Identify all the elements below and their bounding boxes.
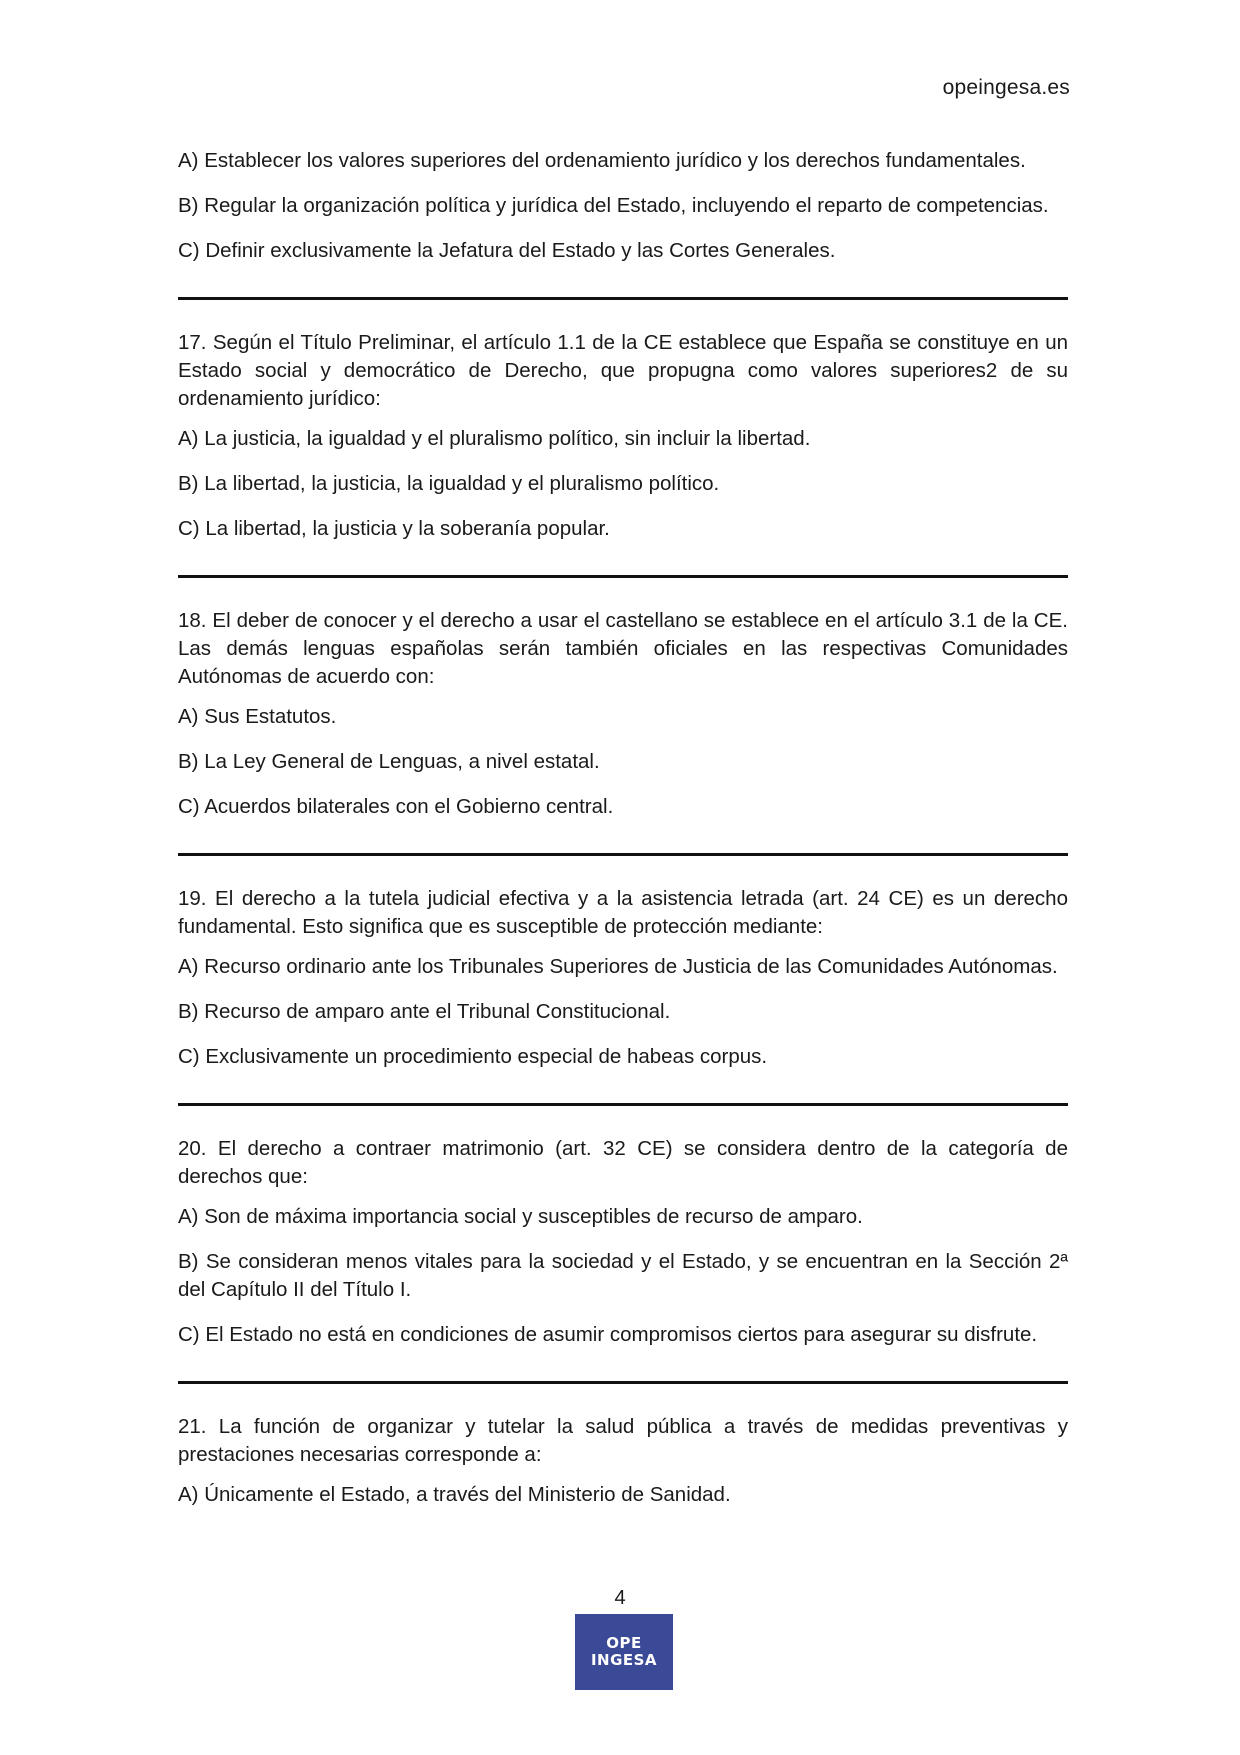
question-text: 20. El derecho a contraer matrimonio (art. 32 CE) se considera dentro de la categoría de derechos que: [178, 1137, 1068, 1188]
question-block-18 [178, 607, 1068, 821]
option-a: A) Únicamente el Estado, a través del Ministerio de Sanidad. [178, 1483, 731, 1506]
option-b: B) Regular la organización política y jurídica del Estado, incluyendo el reparto de competencias. [178, 194, 1049, 217]
ope-ingesa-logo [575, 1614, 673, 1690]
logo-line-2: INGESA [590, 1651, 658, 1669]
option-a: A) La justicia, la igualdad y el pluralismo político, sin incluir la libertad. [178, 427, 811, 450]
option-c: C) Definir exclusivamente la Jefatura del Estado y las Cortes Generales. [178, 239, 836, 262]
option-a: A) Establecer los valores superiores del ordenamiento jurídico y los derechos fundamentales. [178, 149, 1026, 172]
option-a: A) Recurso ordinario ante los Tribunales Superiores de Justicia de las Comunidades Autónomas. [178, 955, 1058, 978]
option-a: A) Son de máxima importancia social y susceptibles de recurso de amparo. [178, 1205, 863, 1228]
option-c: C) Acuerdos bilaterales con el Gobierno central. [178, 795, 614, 818]
option-b: B) Se consideran menos vitales para la sociedad y el Estado, y se encuentran en la Sección 2ª del Capítulo II del Título I. [178, 1250, 1068, 1301]
separator-line [178, 1103, 1068, 1106]
question-block-20 [178, 1135, 1068, 1349]
site-url: opeingesa.es [942, 76, 1070, 99]
page-number: 4 [614, 1587, 626, 1609]
separator-line [178, 853, 1068, 856]
separator-line [178, 297, 1068, 300]
question-list [178, 147, 1068, 1526]
option-c: C) La libertad, la justicia y la soberanía popular. [178, 517, 610, 540]
separator-line [178, 1381, 1068, 1384]
question-block-21 [178, 1413, 1068, 1509]
question-text: 17. Según el Título Preliminar, el artículo 1.1 de la CE establece que España se constituye en un Estado social y democrático de Derecho, que propugna como valores superiores2 de su ordenamiento jurídico: [178, 331, 1068, 410]
question-text: 18. El deber de conocer y el derecho a usar el castellano se establece en el artículo 3.1 de la CE. Las demás lenguas españolas serán también oficiales en las respectivas Comunidades Autónomas de acuerdo con: [178, 609, 1068, 688]
question-block-16 [178, 147, 1068, 265]
option-c: C) El Estado no está en condiciones de asumir compromisos ciertos para asegurar su disfrute. [178, 1323, 1038, 1346]
option-c: C) Exclusivamente un procedimiento especial de habeas corpus. [178, 1045, 768, 1068]
separator-line [178, 575, 1068, 578]
option-b: B) La Ley General de Lenguas, a nivel estatal. [178, 750, 600, 773]
option-b: B) La libertad, la justicia, la igualdad y el pluralismo político. [178, 472, 720, 495]
logo-line-1: OPE [606, 1634, 642, 1652]
question-block-19 [178, 885, 1068, 1071]
option-b: B) Recurso de amparo ante el Tribunal Constitucional. [178, 1000, 671, 1023]
question-block-17 [178, 329, 1068, 543]
question-text: 21. La función de organizar y tutelar la salud pública a través de medidas preventivas y prestaciones necesarias corresponde a: [178, 1415, 1068, 1466]
question-text: 19. El derecho a la tutela judicial efectiva y a la asistencia letrada (art. 24 CE) es un derecho fundamental. Esto significa que es susceptible de protección mediante: [178, 887, 1068, 938]
option-a: A) Sus Estatutos. [178, 705, 337, 728]
